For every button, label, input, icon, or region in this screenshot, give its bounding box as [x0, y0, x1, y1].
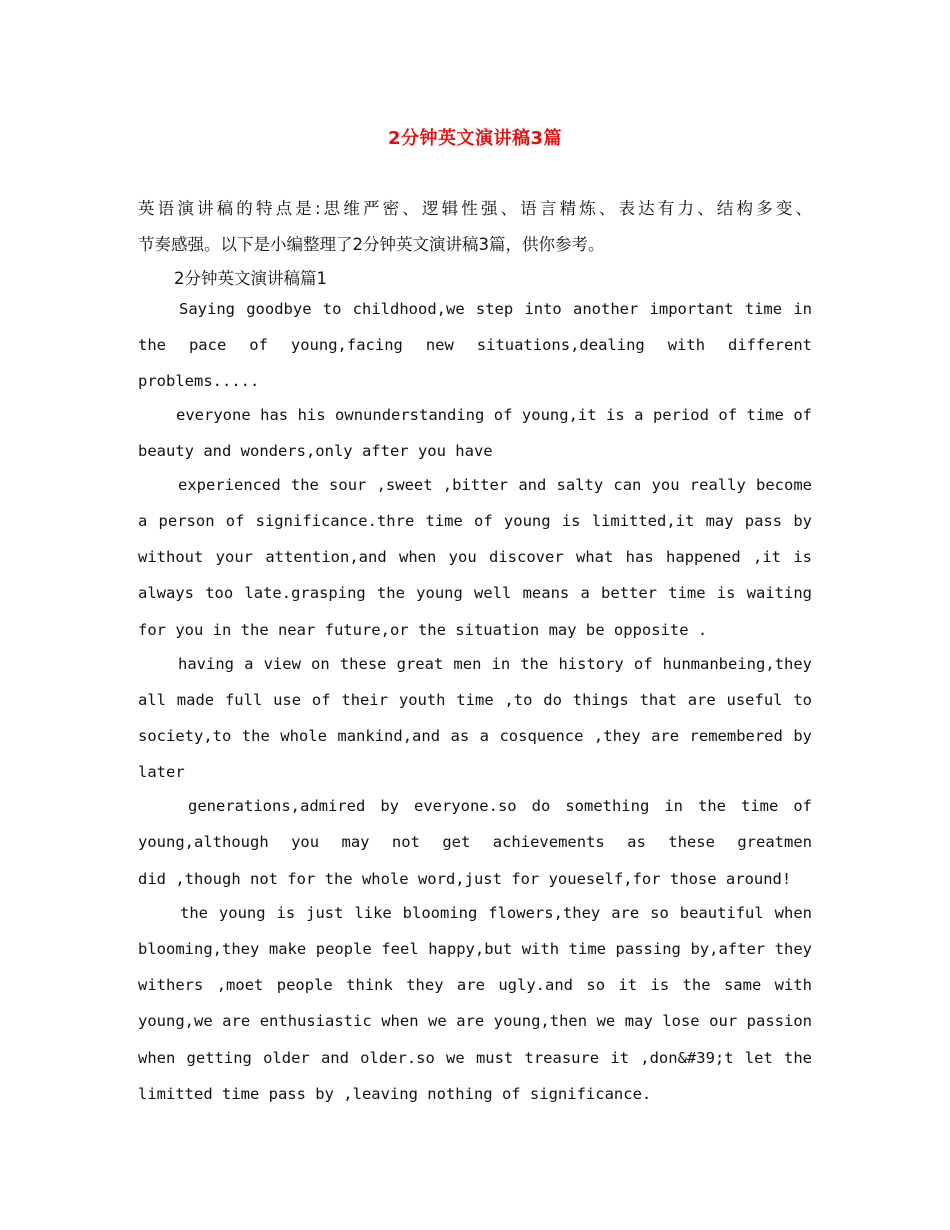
- body-line: all made full use of their youth time ,to do things that are useful to: [138, 691, 812, 709]
- body-line: the young is just like blooming flowers,they are so beautiful when: [180, 904, 812, 922]
- body-line: a person of significance.thre time of young is limitted,it may pass by: [138, 512, 812, 530]
- body-line: always too late.grasping the young well means a better time is waiting: [138, 584, 812, 602]
- body-line: without your attention,and when you discover what has happened ,it is: [138, 548, 812, 566]
- body-line: society,to the whole mankind,and as a cosquence ,they are remembered by: [138, 727, 812, 745]
- body-line: limitted time pass by ,leaving nothing of significance.: [138, 1085, 652, 1103]
- body-line: blooming,they make people feel happy,but with time passing by,after they: [138, 940, 812, 958]
- intro-line-2: 节奏感强。以下是小编整理了2分钟英文演讲稿3篇，供你参考。: [138, 235, 605, 254]
- body-line: when getting older and older.so we must treasure it ,don&#39;t let the: [138, 1049, 812, 1067]
- body-line: young,we are enthusiastic when we are young,then we may lose our passion: [138, 1012, 812, 1030]
- body-line: did ,though not for the whole word,just for youeself,for those around!: [138, 870, 792, 888]
- body-line: experienced the sour ,sweet ,bitter and salty can you really become: [178, 476, 812, 494]
- intro-line-1: 英语演讲稿的特点是:思维严密、逻辑性强、语言精炼、表达有力、结构多变、: [138, 199, 812, 218]
- body-line: young,although you may not get achievements as these greatmen: [138, 833, 812, 851]
- body-line: the pace of young,facing new situations,dealing with different: [138, 336, 812, 354]
- section-heading: 2分钟英文演讲稿篇1: [174, 269, 327, 288]
- body-line: everyone has his ownunderstanding of young,it is a period of time of: [176, 406, 812, 424]
- body-line: having a view on these great men in the history of hunmanbeing,they: [178, 655, 812, 673]
- body-line: problems.....: [138, 372, 260, 390]
- body-line: beauty and wonders,only after you have: [138, 442, 493, 460]
- body-line: withers ,moet people think they are ugly.and so it is the same with: [138, 976, 812, 994]
- body-line: for you in the near future,or the situation may be opposite .: [138, 621, 708, 639]
- body-line: Saying goodbye to childhood,we step into another important time in: [179, 300, 812, 318]
- body-line: generations,admired by everyone.so do something in the time of: [188, 797, 812, 815]
- body-line: later: [138, 763, 185, 781]
- document-title: 2分钟英文演讲稿3篇: [387, 128, 563, 149]
